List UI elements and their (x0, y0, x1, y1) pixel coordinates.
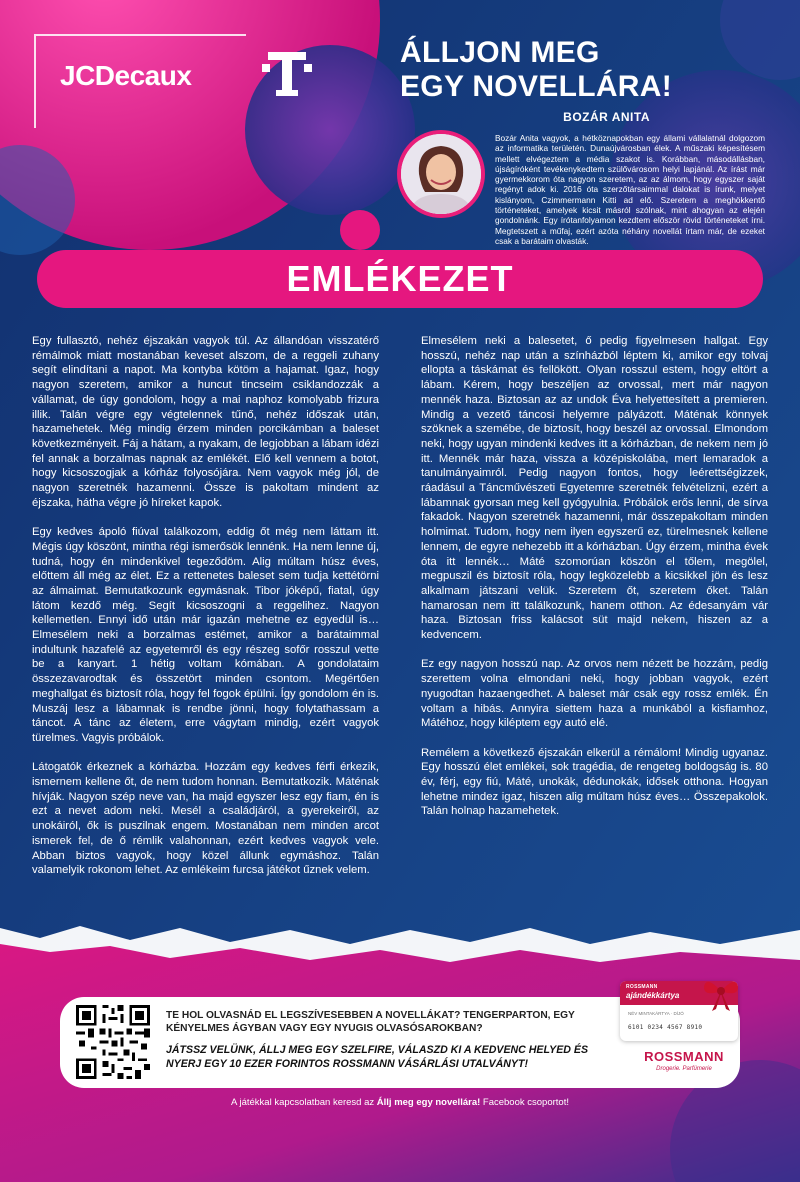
story-paragraph: Remélem a következő éjszakán elkerül a rémálom! Mindig ugyanaz. Egy hosszú élet emlékei, sok tragédia, de rengeteg boldogság is. 80 év, férj, egy fiú, Máté, unokák, dédunokák, idősek otthona. Hogyan lehetne mindez igaz, hiszen alig múltam húsz éves… Összepakolok. Talán holnap hazamehetek. (421, 746, 768, 818)
facebook-group-name: Állj meg egy novellára! (376, 1097, 481, 1108)
jcdecaux-logo: JCDecaux (60, 60, 192, 91)
footnote-text: A játékkal kapcsolatban keresd az (231, 1097, 377, 1108)
rossmann-tagline: Drogerie. Parfümerie (656, 1066, 712, 1072)
story-body (32, 334, 768, 914)
story-title: EMLÉKEZET (37, 250, 763, 308)
footnote-text-end: Facebook csoportot! (480, 1097, 569, 1108)
gift-card-name: ajándékkártya (626, 991, 680, 1000)
story-paragraph: Egy kedves ápoló fiúval találkozom, eddig őt még nem láttam itt. Mégis úgy köszönt, mintha régi ismerősök lennénk. Ha nem lenne új, tudná, hogy én mindenkivel tegeződöm. Alig múltam húsz éves, előttem áll még az élet. Ez a rettenetes baleset sem tudja kettétörni az álmaimat. Bemutatkozunk egymásnak. Tibor jóképű, fiatal, úgy látom kezdő még. Segít kicsoszogni a reggelihez. Nagyon kellemetlen. Ennyi idő után már igazán mehetne ez egyedül is… Elmesélem neki a borzalmas estémet, amikor a barátaimmal indultunk hazafelé az egyetemről és egy részeg sofőr rosszul vette be a kanyart. 1 hétig voltam kómában. A gondolataim összezavarodtak és összetört minden csontom. Megértően meghallgat és biztosít róla, hogy fel fogok épülni. Így gondolom én is. Muszáj lesz a lábamnak is rendbe jönni, hogy folytathassam a táncot. A tánc az életem, erre vágytam mindig, ezért vagyok türelmes. Vagyis próbálok. (32, 526, 379, 744)
author-bio: Bozár Anita vagyok, a hétköznapokban egy állami vállalatnál dolgozom az informatika területén. Dunaújvárosban élek. A műszaki képesítésem mellett elvégeztem a média szakot is. Korábban, másodállásban, újságíróként tevékenykedtem szülővárosom helyi lapjánál. Az írást már gyermekkorom óta nagyon szeretem, az az álmom, hogy egyszer saját regényt adok ki. 2016 óta szerzőtársaimmal dalokat is írunk, melyet kislányom, Czimmermann Kitti ad elő. Szeretem a meghökkentő történeteket, amelyek kicsit másról szólnak, mint ahogyan az elején gondolnánk. Egy írótanfolyamon kezdtem először rövid történeteket írni. Megtetszett a műfaj, ezért azóta néhány novellát írtam már, de ezeket csak a barátaim olvasták. (495, 133, 765, 246)
gift-card-label: NÉV MINTAKÁRTYA · DÍJÓ (628, 1011, 684, 1016)
gift-card-number: 6101 0234 4567 8910 (628, 1024, 703, 1031)
promo-call-to-action: JÁTSSZ VELÜNK, ÁLLJ MEG EGY SZELFIRE, VÁLASZD KI A KEDVENC HELYED ÉS NYERJ EGY 10 EZER FORINTOS ROSSMANN VÁSÁRLÁSI UTALVÁNYT! (166, 1044, 589, 1070)
promo-question: TE HOL OLVASNÁD EL LEGSZÍVESEBBEN A NOVELLÁKAT? TENGERPARTON, EGY KÉNYELMES ÁGYBAN VAGY EGY NYUGIS OLVASÓSAROKBAN? (166, 1010, 575, 1034)
qr-code-icon[interactable] (76, 1005, 150, 1079)
headline-line-2: EGY NOVELLÁRA! (400, 70, 673, 103)
portrait-person-icon (401, 134, 481, 214)
gift-bow-icon (700, 975, 742, 1013)
gift-card-brand: ROSSMANN (626, 984, 658, 990)
promo-box (60, 984, 740, 1088)
story-paragraph: Elmesélem neki a balesetet, ő pedig figyelmesen hallgat. Egy hosszú, nehéz nap után a színházból léptem ki, amikor egy tolvaj ellopta a táskámat és fellökött. Olyan rosszul estem, hogy eltört a lábam. Kérem, hogy beszéljen az orvossal, mert már nagyon mennék haza. Biztosan az az undok Éva helyettesített a premieren. Mindig a vezető táncosi helyemre pályázott. Máténak könnyek szöknek a szemébe, de biztosít, hogy beszél az orvossal. Elmondom neki, hogy ugyan mindenki kedves itt a kórházban, de nekem nem jó itt. Mennék már haza, vissza a középiskolába, mert lemaradok a tanulmányaimról. Pedig nagyon fontos, hogy leérettségizzek, ráadásul a Táncművészeti Egyetemre szeretnék felvételizni, ezért a lábamnak gyorsan meg kell gyógyulnia. Próbálok erős lenni, de sírva fakadok. Nagyon szeretnék hazamenni, már összepakoltam minden holmimat. Tudom, hogy nem ilyen egyszerű ez, türelmesnek kellene lennem, de egyre nehezebb itt a kórházban. Úgy érzem, mintha évek óta itt lennék… Máté szomorúan köszön el tőlem, megölel, megpuszil és biztosít róla, hogy legközelebb a kicsikkel jön és lesz alkalmam játszani velük. Szeretem őt, szeretem őket. Talán hamarosan nem itt találkozunk, hanem otthon. Az édesanyám vár haza. Biztosan friss kalácsot süt majd nekem, hiszen az a kedvencem. (421, 335, 768, 642)
telekom-t-logo-icon (262, 46, 312, 100)
campaign-headline (400, 36, 672, 104)
headline-line-1: ÁLLJON MEG (400, 36, 600, 69)
author-name: BOZÁR ANITA (563, 110, 650, 124)
footnote (0, 1097, 800, 1108)
story-paragraph: Látogatók érkeznek a kórházba. Hozzám egy kedves férfi érkezik, ismernem kellene őt, de nem tudom honnan. Bemutatkozik. Máténak hívják. Nagyon szép neve van, ha majd egyszer lesz egy fiam, én is ezt a nevet adom neki. Mesél a családjáról, a gyerekeiről, az unokáiról, ők is puszilnak engem. Mostanában nem minden arcot ismerek fel, de ő rémlik valahonnan, ezért kedves vagyok vele. Abban biztos vagyok, hogy közel állunk egymáshoz. Talán valamelyik rokonom lehet. Az emlékeim furcsa játékot űznek velem. (32, 761, 379, 877)
author-portrait (397, 130, 485, 218)
story-paragraph: Egy fullasztó, nehéz éjszakán vagyok túl. Az állandóan visszatérő rémálmok miatt mostanában keveset alszom, de a reggeli zuhany segít elindítani a napot. Ma kontyba kötöm a hajamat. Igaz, hogy nagyon szeretem, amikor a huncut tincseim csiklandozzák a vállamat, de úgy gondolom, hogy a mai naphoz komolyabb frizura illik. Talán végre egy végtelennek tűnő, nehéz időszak után, hazamehetek. Még mindig érzem minden porcikámban a baleset következményeit. Fáj a hátam, a nyakam, de legjobban a lábam idézi fel annak a borzalmas napnak az emlékét. Elő kell vennem a botot, hogy kicsoszogjak a kórház folyosójára. Nem vagyok még jól, de nagyon szeretnék hazamenni. Össze is pakoltam mindent az éjszaka, hátha végre jó híreket kapok. (32, 335, 379, 509)
rossmann-logo: ROSSMANN (644, 1049, 724, 1064)
story-paragraph: Ez egy nagyon hosszú nap. Az orvos nem nézett be hozzám, pedig szerettem volna elmondani neki, hogy jobban vagyok, ezért nyugodtan hazaengedhet. A baleset már csak egy rossz emlék. Én voltam a hibás. Annyira siettem haza a munkából a kisfiamhoz, Mátéhoz, hogy kiléptem egy autó elé. (421, 658, 768, 730)
